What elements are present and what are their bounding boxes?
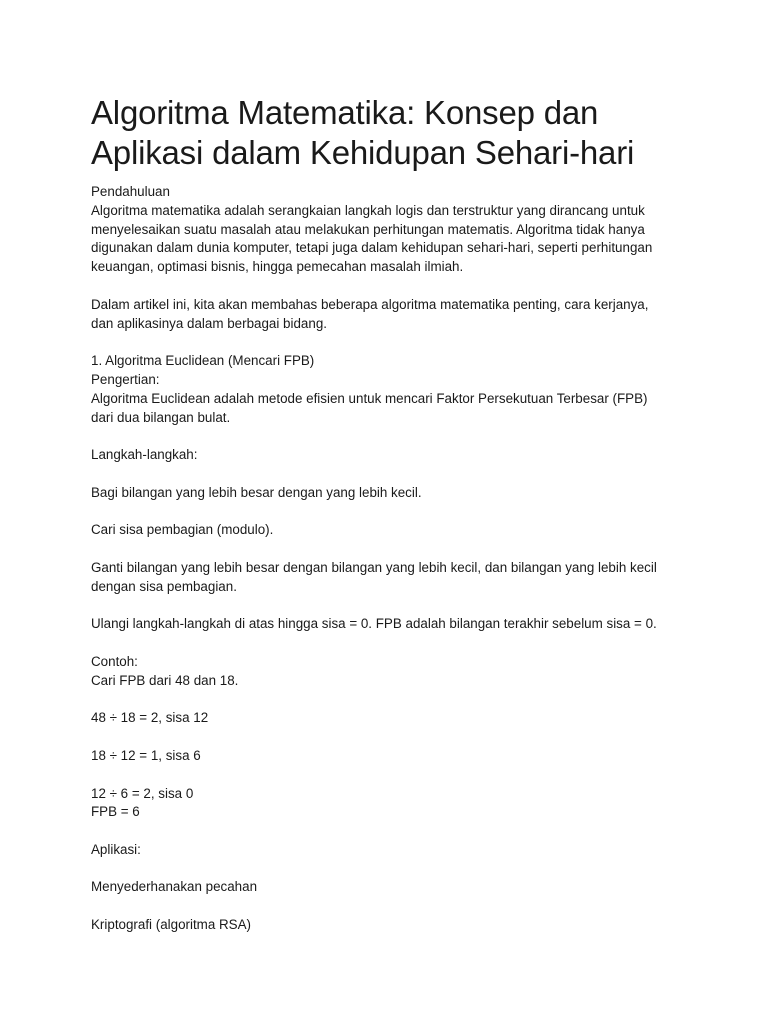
paragraph-line: Algoritma Euclidean adalah metode efisien untuk mencari Faktor Persekutuan Terbesar (FPB) bbox=[91, 390, 648, 406]
paragraph-line: Dalam artikel ini, kita akan membahas beberapa algoritma matematika penting, cara kerjanya, bbox=[91, 296, 649, 312]
calculation-line: 48 ÷ 18 = 2, sisa 12 bbox=[91, 710, 209, 726]
application-item: Kriptografi (algoritma RSA) bbox=[91, 917, 251, 933]
spacer bbox=[91, 503, 691, 522]
document-title bbox=[91, 93, 691, 173]
title-line: Algoritma Matematika: Konsep dan bbox=[91, 94, 599, 131]
article-paragraph bbox=[91, 296, 691, 334]
spacer bbox=[91, 597, 691, 616]
paragraph-line: keuangan, optimasi bisnis, hingga pemecahan masalah ilmiah. bbox=[91, 259, 464, 275]
result-line: FPB = 6 bbox=[91, 804, 140, 820]
spacer bbox=[91, 860, 691, 879]
spacer bbox=[91, 897, 691, 916]
spacer bbox=[91, 465, 691, 484]
spacer bbox=[91, 691, 691, 710]
definition-label: Pengertian: bbox=[91, 371, 160, 387]
calculation-line: 12 ÷ 6 = 2, sisa 0 bbox=[91, 785, 194, 801]
applications-label: Aplikasi: bbox=[91, 841, 141, 857]
paragraph-line: Algoritma matematika adalah serangkaian langkah logis dan terstruktur yang dirancang untuk bbox=[91, 202, 645, 218]
paragraph-line: dan aplikasinya dalam berbagai bidang. bbox=[91, 315, 327, 331]
intro-heading: Pendahuluan bbox=[91, 184, 170, 199]
spacer bbox=[91, 427, 691, 446]
paragraph-line: digunakan dalam dunia komputer, tetapi juga dalam kehidupan sehari-hari, seperti perhitungan bbox=[91, 240, 653, 256]
paragraph-line: dari dua bilangan bulat. bbox=[91, 409, 231, 425]
calculation-line: 18 ÷ 12 = 1, sisa 6 bbox=[91, 747, 201, 763]
spacer bbox=[91, 766, 691, 785]
intro-paragraph bbox=[91, 202, 691, 277]
spacer bbox=[91, 634, 691, 653]
step-item: Ulangi langkah-langkah di atas hingga sisa = 0. FPB adalah bilangan terakhir sebelum sisa = 0. bbox=[91, 616, 657, 632]
application-item: Menyederhanakan pecahan bbox=[91, 879, 258, 895]
paragraph-line: menyelesaikan suatu masalah atau melakukan perhitungan matematis. Algoritma tidak hanya bbox=[91, 221, 645, 237]
spacer bbox=[91, 333, 691, 352]
step-item: Bagi bilangan yang lebih besar dengan yang lebih kecil. bbox=[91, 484, 422, 500]
step-item bbox=[91, 559, 691, 597]
example-label: Contoh: bbox=[91, 653, 138, 669]
definition-paragraph bbox=[91, 390, 691, 428]
step-line: dengan sisa pembagian. bbox=[91, 578, 237, 594]
section-heading: 1. Algoritma Euclidean (Mencari FPB) bbox=[91, 353, 315, 369]
document-content bbox=[91, 93, 691, 935]
step-line: Ganti bilangan yang lebih besar dengan bilangan yang lebih kecil, dan bilangan yang lebih kecil bbox=[91, 559, 657, 575]
spacer bbox=[91, 540, 691, 559]
spacer bbox=[91, 822, 691, 841]
steps-label: Langkah-langkah: bbox=[91, 447, 198, 463]
spacer bbox=[91, 277, 691, 296]
step-item: Cari sisa pembagian (modulo). bbox=[91, 522, 274, 538]
example-task: Cari FPB dari 48 dan 18. bbox=[91, 672, 239, 688]
title-line: Aplikasi dalam Kehidupan Sehari-hari bbox=[91, 134, 635, 171]
spacer bbox=[91, 728, 691, 747]
